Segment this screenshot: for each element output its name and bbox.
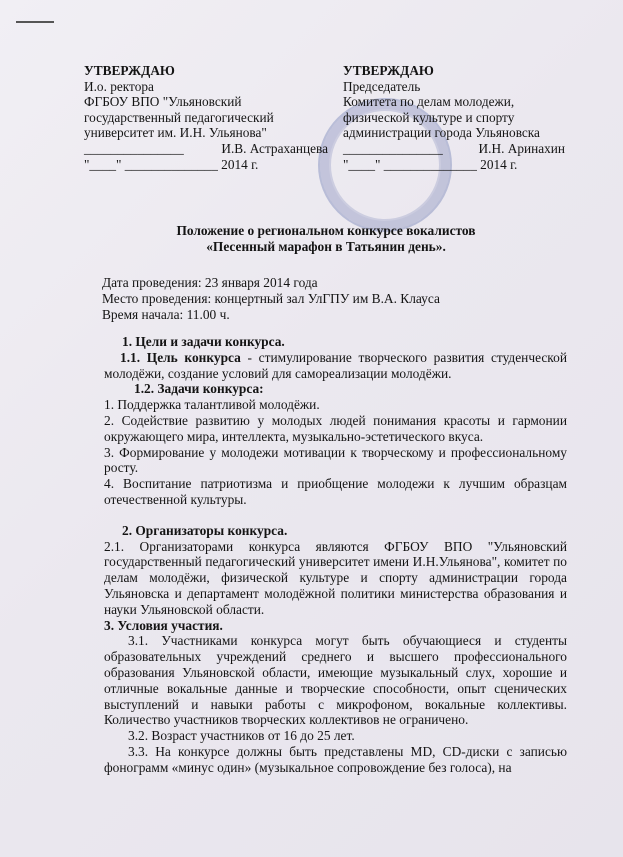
event-time: Время начала: 11.00 ч. — [102, 307, 230, 323]
event-place: Место проведения: концертный зал УлГПУ им В.А. Клауса — [102, 291, 440, 307]
section-heading: 1. Цели и задачи конкурса. — [122, 334, 285, 349]
list-item: 4. Воспитание патриотизма и приобщение молодежи к лучшим образцам отечественной культуры. — [104, 476, 567, 507]
document-title — [84, 223, 568, 255]
binding-mark — [16, 21, 54, 23]
list-item: 1. Поддержка талантливой молодёжи. — [104, 397, 320, 413]
paragraph: 3.1. Участниками конкурса могут быть обучающиеся и студенты образовательных учреждений среднего и высшего профессионального образования Ульяновской области, имеющие музыкальный слух, хорошие и отличные вокальные данные и творческие способности, опыт сценических выступлений и навыки работы с микрофоном, вокальные коллективы. Количество участников творческих коллективов не ограничено. — [104, 633, 567, 728]
spacer — [104, 508, 567, 523]
approval-line: администрации города Ульяновска — [343, 125, 540, 141]
approval-date: "____" ______________ 2014 г. — [84, 156, 259, 172]
approval-block-committee — [343, 63, 565, 172]
list-item: 2. Содействие развитию у молодых людей понимания красоты и гармонии окружающего мира, интеллекта, музыкально-эстетического вкуса. — [104, 412, 567, 444]
event-info — [102, 275, 440, 324]
signature-row — [343, 141, 565, 157]
approval-date: "____" ______________ 2014 г. — [343, 156, 518, 172]
title-line: «Песенный марафон в Татьянин день». — [206, 239, 446, 254]
paragraph: 3.2. Возраст участников от 16 до 25 лет. — [128, 728, 355, 744]
signature-line: _______________ — [84, 140, 184, 156]
approval-line: Комитета по делам молодежи, — [343, 94, 515, 110]
paragraph: 2.1. Организаторами конкурса являются ФГБОУ ВПО "Ульяновский государственный педагогический университет имени И.Н.Ульянова", комитет по делам молодёжи, физической культуре и спорту администрации города Ульяновска и департамент молодёжной политики министерства образования и науки Ульяновской области. — [104, 538, 567, 617]
document-body — [104, 334, 567, 776]
paragraph: 3.3. На конкурсе должны быть представлены MD, CD-диски с записью фонограмм «минус один» (музыкальное сопровождение без голоса), на — [104, 743, 567, 775]
approval-block-rector — [84, 63, 328, 172]
approval-heading: УТВЕРЖДАЮ — [84, 63, 175, 78]
paragraph — [104, 350, 567, 382]
subsection-heading: 1.2. Задачи конкурса: — [134, 381, 264, 397]
signature-row — [84, 141, 328, 157]
paragraph-text: - стимулирование творческого развития студенческой молодёжи, создание условий для самореализации молодёжи. — [104, 349, 567, 381]
title-line: Положение о региональном конкурсе вокалистов — [176, 223, 476, 238]
approval-line: физической культуре и спорту — [343, 109, 515, 125]
approval-line: государственный педагогический — [84, 109, 274, 125]
approval-line: ФГБОУ ВПО "Ульяновский — [84, 94, 242, 110]
approval-line: Председатель — [343, 78, 421, 94]
event-date: Дата проведения: 23 января 2014 года — [102, 275, 318, 290]
approval-line: И.о. ректора — [84, 78, 154, 94]
section-heading: 2. Организаторы конкурса. — [122, 522, 288, 538]
signature-line: _______________ — [343, 140, 443, 156]
approval-heading: УТВЕРЖДАЮ — [343, 63, 434, 78]
section-heading: 3. Условия участия. — [104, 617, 223, 633]
list-item: 3. Формирование у молодежи мотивации к творческому и профессиональному росту. — [104, 444, 567, 476]
signatory-name: И.Н. Аринахин — [478, 140, 565, 156]
paragraph-label: 1.1. Цель конкурса — [120, 349, 241, 365]
signatory-name: И.В. Астраханцева — [221, 140, 328, 156]
approval-line: университет им. И.Н. Ульянова" — [84, 125, 267, 141]
